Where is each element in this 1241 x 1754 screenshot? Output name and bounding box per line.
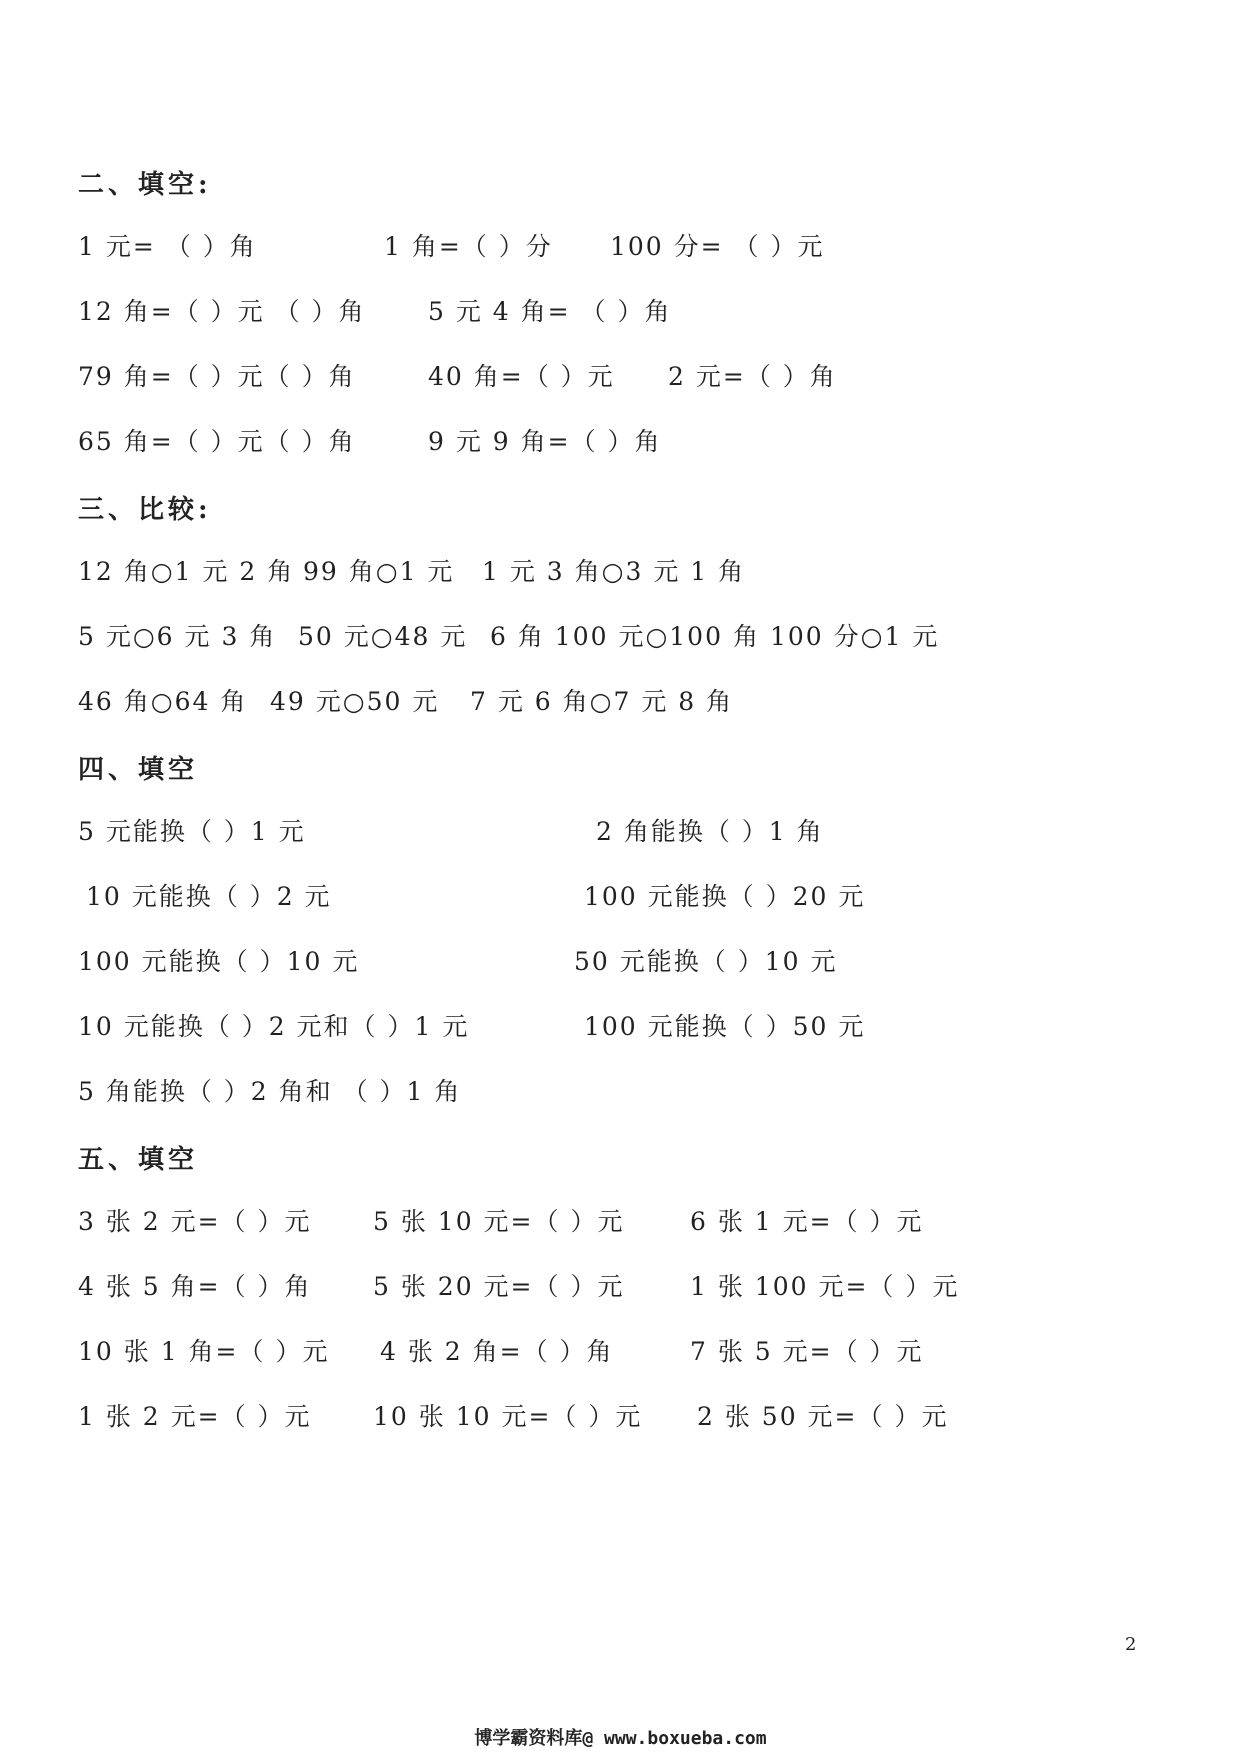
exercise-item: 79 角=（ ）元（ ）角	[78, 362, 356, 391]
exercise-row	[0, 1207, 1241, 1237]
exercise-row	[0, 297, 1241, 327]
exercise-row	[0, 557, 1241, 587]
exercise-row	[0, 1402, 1241, 1432]
footer-watermark: 博学霸资料库@ www.boxueba.com	[474, 1728, 767, 1749]
exercise-row	[0, 362, 1241, 392]
exercise-item: 65 角=（ ）元（ ）角	[78, 427, 356, 456]
exercise-item: 7 元 6 角○7 元 8 角	[470, 687, 734, 716]
exercise-item: 5 张 20 元=（ ）元	[373, 1272, 625, 1301]
exercise-item: 5 元能换（ ）1 元	[78, 817, 306, 846]
exercise-item: 5 角能换（ ）2 角和 （ ）1 角	[78, 1077, 462, 1106]
exercise-item: 46 角○64 角	[78, 687, 248, 716]
exercise-item: 99 角○1 元	[303, 557, 455, 586]
exercise-item: 1 角=（ ）分	[384, 232, 553, 261]
exercise-item: 1 张 2 元=（ ）元	[78, 1402, 312, 1431]
exercise-item: 10 张 10 元=（ ）元	[373, 1402, 643, 1431]
exercise-item: 100 分= （ ）元	[610, 232, 825, 261]
exercise-item: 10 元能换（ ）2 元和（ ）1 元	[78, 1012, 470, 1041]
exercise-item: 6 角 100 元○100 角	[490, 622, 760, 651]
section-heading: 三、比较:	[78, 495, 212, 525]
exercise-item: 40 角=（ ）元	[428, 362, 615, 391]
exercise-item: 10 张 1 角=（ ）元	[78, 1337, 330, 1366]
exercise-item: 12 角=（ ）元 （ ）角	[78, 297, 366, 326]
exercise-item: 49 元○50 元	[270, 687, 440, 716]
exercise-row	[0, 817, 1241, 847]
section-heading: 二、填空:	[78, 170, 212, 200]
exercise-item: 4 张 2 角=（ ）角	[380, 1337, 614, 1366]
exercise-row	[0, 1077, 1241, 1107]
exercise-item: 5 张 10 元=（ ）元	[373, 1207, 625, 1236]
exercise-item: 50 元○48 元	[298, 622, 468, 651]
exercise-row	[0, 622, 1241, 652]
exercise-item: 5 元○6 元 3 角	[78, 622, 277, 651]
exercise-row	[0, 882, 1241, 912]
exercise-item: 5 元 4 角= （ ）角	[428, 297, 672, 326]
exercise-item: 100 元能换（ ）10 元	[78, 947, 360, 976]
exercise-item: 9 元 9 角=（ ）角	[428, 427, 662, 456]
exercise-item: 3 张 2 元=（ ）元	[78, 1207, 312, 1236]
exercise-item: 6 张 1 元=（ ）元	[690, 1207, 924, 1236]
exercise-row	[0, 947, 1241, 977]
section-heading: 四、填空	[78, 755, 199, 785]
exercise-row	[0, 427, 1241, 457]
exercise-item: 100 元能换（ ）20 元	[584, 882, 866, 911]
exercise-item: 1 元= （ ）角	[78, 232, 257, 261]
exercise-row	[0, 1012, 1241, 1042]
exercise-item: 50 元能换（ ）10 元	[574, 947, 838, 976]
exercise-item: 12 角○1 元 2 角	[78, 557, 295, 586]
exercise-item: 10 元能换（ ）2 元	[86, 882, 332, 911]
exercise-item: 1 张 100 元=（ ）元	[690, 1272, 960, 1301]
exercise-item: 2 张 50 元=（ ）元	[697, 1402, 949, 1431]
exercise-item: 2 元=（ ）角	[668, 362, 837, 391]
exercise-item: 2 角能换（ ）1 角	[596, 817, 824, 846]
exercise-item: 100 分○1 元	[770, 622, 940, 651]
exercise-row	[0, 1272, 1241, 1302]
exercise-item: 100 元能换（ ）50 元	[584, 1012, 866, 1041]
exercise-row	[0, 1337, 1241, 1367]
section-heading: 五、填空	[78, 1145, 199, 1175]
exercise-row	[0, 232, 1241, 262]
exercise-item: 7 张 5 元=（ ）元	[690, 1337, 924, 1366]
page-number: 2	[1125, 1634, 1137, 1655]
exercise-item: 1 元 3 角○3 元 1 角	[482, 557, 746, 586]
exercise-item: 4 张 5 角=（ ）角	[78, 1272, 312, 1301]
exercise-row	[0, 687, 1241, 717]
